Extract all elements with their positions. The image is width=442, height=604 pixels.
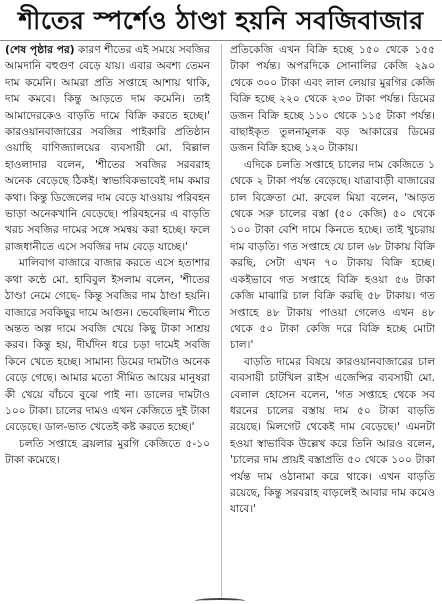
page-bottom-mark [195, 598, 245, 604]
left-paragraph-1 [5, 42, 210, 255]
left-paragraph-2: মালিবাগ বাজারে বাজার করতে এসে হতাশার কথা কন্ঠে মো. হাবিবুল ইসলাম বলেন, 'শীতের ঠাণ্ডা নেমে গেছে- কিন্তু সবজির দাম ঠাণ্ডা হয়নি। বাজারে সবকিছুর দামে আগুন। ভেবেছিলাম শীতে অন্তত অল্প দামে সবজি খেয়ে কিছু টাকা সাশ্রয় করব। কিন্তু হয়, দীর্ঘদিন ধরে চড়া দামেই সবজি কিনে খেতে হচ্ছে। সামান্য ডিমের দামটাও অনেক বেড়ে গেছে। আমার মতো সীমিত আয়ের মানুষরা কী খেয়ে বাঁচবে বুঝে পাই না। ডালের দামটাও ১০০ টাকা। চালের দামও এখন কেজিতে দুই টাকা বেড়েছে। ডাল-ভাত খেতেই কষ্ট করতে হচ্ছে।' [5, 257, 210, 434]
left-paragraph-3: চলতি সপ্তাহে ব্রয়লার মুরগি কেজিতে ৫-১০ টাকা কমেছে। [5, 437, 210, 467]
left-paragraph-1-text: কারণ শীতের এই সময়ে সবজির আমদানি বহুগুণ বেড়ে যায়। এবার অবশ্য তেমন দাম কমেনি। আমরা প্রতি সপ্তাহে আশায় থাকি, দাম কমবে। কিন্তু আড়তে দাম কমেনি। তাই আমাদেরকেও বাড়তি দামে বিক্রি করতে হচ্ছে।' কারওয়ানবাজারের সবজির পাইকারি প্রতিষ্ঠান ওয়াছি বাণিজ্যালয়ের ব্যবসায়ী মো. বিল্লাল হাওলাদার বলেন, 'শীতের সবজির সরবরাহ অনেক বেড়েছে ঠিকই। স্বাভাবিকভাবেই দাম কমার কথা। কিন্তু ডিজেলের দাম বেড়ে যাওয়ায় পরিবহন ভাড়া অনেকখানি বেড়েছে। পরিবহনের এ বাড়তি খরচ সবজির দামের সঙ্গে সমন্বয় করা হচ্ছে। ফলে রাজধানীতে এসে সবজির দাম বেড়ে যাচ্ছে।' [5, 44, 210, 253]
left-column [5, 42, 210, 602]
continuation-label: (শেষ পৃষ্ঠার পর) [5, 44, 75, 56]
right-paragraph-1: প্রতিকেজি এখন বিক্রি হচ্ছে ১৫০ থেকে ১৫৫ টাকা পর্যন্ত। অপরদিকে সোনালির কেজি ২৯০ থেকে ৩০০ টাকা এবং লাল লেয়ার মুরগির কেজি বিক্রি হচ্ছে ২২০ থেকে ২৩০ টাকা পর্যন্ত। ডিমের ডজন বিক্রি হচ্ছে ১১০ থেকে ১১৫ টাকা পর্যন্ত। বাছাইকৃত তুলনামূলক বড় আকারের ডিমের ডজন বিক্রি হচ্ছে ১২০ টাকায়। [230, 44, 435, 155]
right-paragraph-2: এদিকে চলতি সপ্তাহে চালের দাম কেজিতে ১ থেকে ২ টাকা পর্যন্ত বেড়েছে। যাত্রাবাড়ী বাজারের চাল বিক্রেতা মো. রুবেল মিয়া বলেন, 'আড়ত থেকে সরু চালের বস্তা (৫০ কেজি) ৫০ থেকে ১০০ টাকা বেশি দামে কিনতে হচ্ছে। তাই খুচরায় দাম বাড়তি। গত সপ্তাহে যে চাল ৬৮ টাকায় বিক্রি করছি, সেটা এখন ৭০ টাকায় বিক্রি হচ্ছে। একইভাবে গত সপ্তাহে বিক্রি হওয়া ৫৬ টাকা কেজি মাঝারি চাল বিক্রি করছি ৫৮ টাকায়। গত সপ্তাহে ৪৮ টাকায় পাওয়া গেলেও এখন ৪৮ থেকে ৫০ টাকা কেজি দরে বিক্রি হচ্ছে মোটা চাল।' [230, 158, 435, 352]
right-paragraph-3: বাড়তি দামের বিষয়ে কারওয়ানবাজারের চাল ব্যবসায়ী চাটখিল রাইস এজেন্সির ব্যবসায়ী মো. বেলাল হোসেন বলেন, 'গত সপ্তাহে থেকে সব ধরনের চালের বস্তায় দাম ৫০ টাকা বাড়তি রয়েছে। মিলগেট থেকেই দাম বেড়েছে।' এমনটা হওয়া স্বাভাবিক উল্লেখ করে তিনি আরও বলেন, 'চালের দাম প্রায়ই বস্তাপ্রতি ৫০ থেকে ১০০ টাকা পর্যন্ত দাম ওঠানামা করে থাকে। এখন বাড়তি রয়েছে, কিন্তু সরবরাহ বাড়লেই আবার দাম কমেও যাবে।' [230, 355, 435, 516]
article-headline: শীতের স্পর্শেও ঠাণ্ডা হয়নি সবজিবাজার [18, 5, 424, 35]
headline-band [0, 0, 442, 41]
column-divider [221, 44, 222, 600]
right-column [230, 42, 435, 602]
